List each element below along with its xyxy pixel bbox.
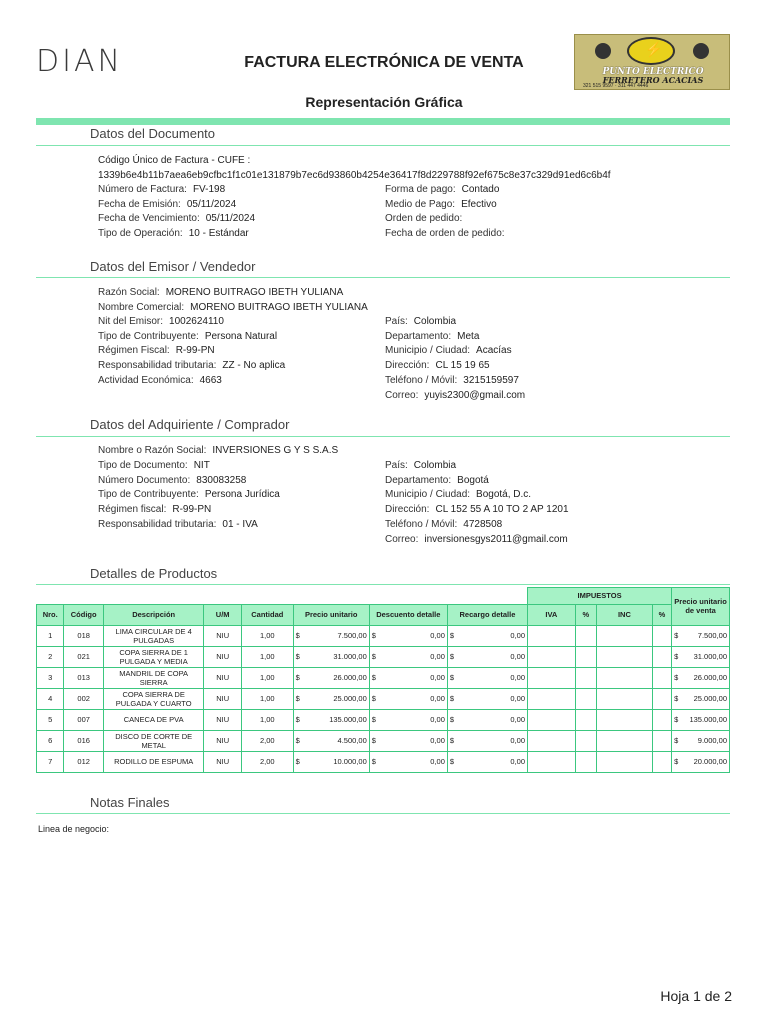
cell-empty bbox=[528, 646, 576, 667]
field-value: FV-198 bbox=[192, 184, 226, 195]
currency-symbol: $ bbox=[371, 652, 376, 661]
cell-empty bbox=[528, 688, 576, 709]
field-value: Bogotá bbox=[457, 474, 489, 486]
field-label: Fecha de Vencimiento: bbox=[98, 213, 200, 225]
logo-line-1: PUNTO ELECTRICO bbox=[602, 67, 704, 77]
cell-desc: CANECA DE PVA bbox=[103, 709, 203, 730]
field-value: 1002624110 bbox=[169, 316, 224, 327]
table-row bbox=[37, 688, 730, 709]
cell-venta bbox=[672, 730, 730, 751]
header-recargo: Recargo detalle bbox=[447, 604, 527, 625]
field-value: CL 15 19 65 bbox=[435, 360, 490, 372]
table-row bbox=[37, 730, 730, 751]
field-value: Meta bbox=[457, 330, 480, 342]
cell-venta bbox=[672, 625, 730, 646]
table-row bbox=[37, 646, 730, 667]
field-value: Efectivo bbox=[461, 198, 497, 210]
plug-icon bbox=[595, 43, 611, 59]
field-value: NIT bbox=[193, 460, 210, 471]
field-row bbox=[385, 504, 569, 515]
cell-empty bbox=[652, 667, 671, 688]
header-divider bbox=[36, 118, 730, 125]
cell-nro: 3 bbox=[37, 667, 64, 688]
field-label: Departamento: bbox=[385, 330, 452, 342]
field-row bbox=[98, 331, 277, 342]
currency-symbol: $ bbox=[295, 652, 300, 661]
cell-empty bbox=[597, 667, 653, 688]
field-value: MORENO BUITRAGO IBETH YULIANA bbox=[165, 287, 344, 298]
currency-symbol: $ bbox=[371, 631, 376, 640]
cell-recargo bbox=[447, 709, 527, 730]
field-value: Colombia bbox=[413, 316, 457, 327]
cell-cant: 2,00 bbox=[241, 730, 293, 751]
cell-desc: COPA SIERRA DE 1 PULGADA Y MEDIA bbox=[103, 646, 203, 667]
cell-empty bbox=[575, 625, 596, 646]
cell-recargo bbox=[447, 667, 527, 688]
field-label: Municipio / Ciudad: bbox=[385, 489, 471, 501]
field-row bbox=[98, 445, 338, 456]
field-label: Régimen Fiscal: bbox=[98, 345, 170, 357]
field-label: Fecha de orden de pedido: bbox=[385, 228, 505, 240]
currency-symbol: $ bbox=[371, 694, 376, 703]
field-value: ZZ - No aplica bbox=[222, 360, 286, 372]
dian-logo: DIAN bbox=[36, 44, 123, 79]
page-title: FACTURA ELECTRÓNICA DE VENTA bbox=[244, 54, 524, 71]
field-value: R-99-PN bbox=[172, 504, 212, 516]
cell-desc: MANDRIL DE COPA SIERRA bbox=[103, 667, 203, 688]
currency-symbol: $ bbox=[371, 715, 376, 724]
cell-amount: 10.000,00 bbox=[333, 757, 367, 766]
header-iva: IVA bbox=[528, 604, 576, 625]
field-row bbox=[385, 460, 456, 471]
cell-precio bbox=[293, 751, 369, 772]
cell-empty bbox=[597, 646, 653, 667]
field-row bbox=[98, 184, 225, 195]
cell-codigo: 002 bbox=[64, 688, 104, 709]
cell-empty bbox=[575, 751, 596, 772]
cell-recargo bbox=[447, 688, 527, 709]
cell-desc_det bbox=[369, 667, 447, 688]
field-value: 4728508 bbox=[463, 518, 503, 530]
currency-symbol: $ bbox=[674, 652, 679, 661]
field-row bbox=[98, 287, 343, 298]
cell-amount: 0,00 bbox=[430, 631, 445, 640]
field-label: Número Documento: bbox=[98, 474, 191, 486]
header-descuento: Descuento detalle bbox=[369, 604, 447, 625]
field-value: R-99-PN bbox=[175, 345, 215, 357]
header-precio-venta: Precio unitario de venta bbox=[672, 588, 730, 626]
field-row bbox=[98, 199, 236, 210]
section-divider bbox=[36, 145, 730, 146]
cell-empty bbox=[528, 730, 576, 751]
cell-empty bbox=[652, 709, 671, 730]
cell-amount: 0,00 bbox=[430, 757, 445, 766]
cell-amount: 0,00 bbox=[430, 673, 445, 682]
cell-amount: 26.000,00 bbox=[333, 673, 367, 682]
field-row bbox=[385, 184, 499, 195]
cell-empty bbox=[597, 688, 653, 709]
field-value: CL 152 55 A 10 TO 2 AP 1201 bbox=[435, 504, 569, 516]
cell-desc_det bbox=[369, 625, 447, 646]
currency-symbol: $ bbox=[674, 631, 679, 640]
cell-desc: COPA SIERRA DE PULGADA Y CUARTO bbox=[103, 688, 203, 709]
cell-nro: 7 bbox=[37, 751, 64, 772]
cell-cant: 1,00 bbox=[241, 625, 293, 646]
header-inc: INC bbox=[597, 604, 653, 625]
cell-empty bbox=[575, 667, 596, 688]
field-label: Teléfono / Móvil: bbox=[385, 518, 458, 530]
lightning-icon: ⚡ bbox=[645, 41, 663, 57]
currency-symbol: $ bbox=[295, 715, 300, 724]
field-label: Orden de pedido: bbox=[385, 213, 463, 225]
plug-icon bbox=[693, 43, 709, 59]
field-label: Dirección: bbox=[385, 360, 430, 372]
header-impuestos: IMPUESTOS bbox=[528, 588, 672, 605]
page-subtitle: Representación Gráfica bbox=[305, 94, 463, 110]
company-logo bbox=[574, 34, 730, 90]
cell-recargo bbox=[447, 625, 527, 646]
field-row bbox=[385, 360, 490, 371]
header-precio-unitario: Precio unitario bbox=[293, 604, 369, 625]
header-cantidad: Cantidad bbox=[241, 604, 293, 625]
cufe-value: 1339b6e4b11b7aea6eb9cfbc1f1c01e131879b7ec6d93860b4254e36417f8d229788f92ef675c8e37c329d91ed6c6b4f bbox=[98, 170, 611, 181]
currency-symbol: $ bbox=[295, 736, 300, 745]
cell-empty bbox=[528, 667, 576, 688]
cell-precio bbox=[293, 688, 369, 709]
cell-venta bbox=[672, 709, 730, 730]
cell-amount: 4.500,00 bbox=[337, 736, 367, 745]
section-divider bbox=[36, 813, 730, 814]
field-label: Municipio / Ciudad: bbox=[385, 345, 471, 357]
cell-codigo: 012 bbox=[64, 751, 104, 772]
field-row bbox=[385, 199, 497, 210]
cell-um: NIU bbox=[204, 646, 242, 667]
cell-empty bbox=[597, 625, 653, 646]
table-row bbox=[37, 625, 730, 646]
cell-empty bbox=[575, 646, 596, 667]
linea-negocio: Linea de negocio: bbox=[38, 824, 110, 834]
cufe-label: Código Único de Factura - CUFE : bbox=[98, 155, 251, 166]
cell-amount: 0,00 bbox=[430, 694, 445, 703]
currency-symbol: $ bbox=[674, 757, 679, 766]
cell-empty bbox=[652, 646, 671, 667]
cell-desc_det bbox=[369, 688, 447, 709]
section-divider bbox=[36, 584, 730, 585]
logo-line-2: FERRETERO ACACIAS bbox=[602, 75, 704, 85]
cell-venta bbox=[672, 646, 730, 667]
field-value: Bogotá, D.c. bbox=[476, 489, 532, 501]
cell-empty bbox=[652, 751, 671, 772]
cell-desc: DISCO DE CORTE DE METAL bbox=[103, 730, 203, 751]
cell-amount: 0,00 bbox=[430, 652, 445, 661]
section-divider bbox=[36, 436, 730, 437]
field-row bbox=[98, 475, 246, 486]
currency-symbol: $ bbox=[674, 715, 679, 724]
currency-symbol: $ bbox=[449, 652, 455, 661]
cell-recargo bbox=[447, 646, 527, 667]
cell-empty bbox=[652, 625, 671, 646]
section-divider bbox=[36, 277, 730, 278]
cell-amount: 25.000,00 bbox=[693, 694, 727, 703]
field-value: INVERSIONES G Y S S.A.S bbox=[212, 445, 339, 456]
currency-symbol: $ bbox=[674, 694, 679, 703]
header-codigo: Código bbox=[64, 604, 104, 625]
field-row bbox=[385, 489, 531, 500]
currency-symbol: $ bbox=[371, 757, 376, 766]
cell-desc_det bbox=[369, 646, 447, 667]
field-row bbox=[385, 375, 519, 386]
cell-amount: 31.000,00 bbox=[333, 652, 367, 661]
cell-amount: 31.000,00 bbox=[693, 652, 727, 661]
field-value: Colombia bbox=[413, 460, 457, 471]
currency-symbol: $ bbox=[371, 736, 376, 745]
cell-um: NIU bbox=[204, 667, 242, 688]
cell-amount: 0,00 bbox=[510, 715, 526, 724]
currency-symbol: $ bbox=[449, 631, 455, 640]
section-title-documento: Datos del Documento bbox=[90, 126, 216, 141]
cell-cant: 1,00 bbox=[241, 646, 293, 667]
cell-um: NIU bbox=[204, 688, 242, 709]
currency-symbol: $ bbox=[295, 757, 300, 766]
field-label: Responsabilidad tributaria: bbox=[98, 518, 217, 530]
field-label: Departamento: bbox=[385, 474, 452, 486]
field-row bbox=[385, 316, 456, 327]
cell-um: NIU bbox=[204, 751, 242, 772]
cell-um: NIU bbox=[204, 730, 242, 751]
field-label: Tipo de Operación: bbox=[98, 228, 183, 240]
cell-recargo bbox=[447, 751, 527, 772]
header-descripcion: Descripción bbox=[103, 604, 203, 625]
cell-amount: 135.000,00 bbox=[689, 715, 727, 724]
field-label: Correo: bbox=[385, 389, 419, 401]
cell-nro: 5 bbox=[37, 709, 64, 730]
field-row bbox=[98, 519, 258, 530]
cell-amount: 0,00 bbox=[510, 673, 526, 682]
field-value: Persona Jurídica bbox=[204, 489, 280, 501]
cell-amount: 25.000,00 bbox=[333, 694, 367, 703]
field-value: Acacías bbox=[476, 345, 512, 357]
field-row bbox=[385, 345, 512, 356]
field-row bbox=[385, 519, 502, 530]
currency-symbol: $ bbox=[449, 673, 455, 682]
cell-desc_det bbox=[369, 730, 447, 751]
cell-amount: 0,00 bbox=[510, 652, 526, 661]
field-row bbox=[98, 302, 368, 313]
header-inc-pct: % bbox=[652, 604, 671, 625]
field-row bbox=[98, 460, 210, 471]
cell-cant: 1,00 bbox=[241, 709, 293, 730]
field-row bbox=[98, 213, 255, 224]
field-row bbox=[385, 331, 479, 342]
cell-empty bbox=[597, 730, 653, 751]
currency-symbol: $ bbox=[449, 736, 455, 745]
section-title-notas: Notas Finales bbox=[90, 795, 170, 810]
currency-symbol: $ bbox=[295, 673, 300, 682]
currency-symbol: $ bbox=[371, 673, 376, 682]
field-row bbox=[98, 316, 224, 327]
field-label: Actividad Económica: bbox=[98, 374, 194, 386]
field-row bbox=[98, 375, 222, 386]
cell-venta bbox=[672, 688, 730, 709]
field-value: Persona Natural bbox=[204, 330, 278, 342]
field-label: Tipo de Contribuyente: bbox=[98, 489, 199, 501]
field-row bbox=[98, 228, 249, 239]
cell-cant: 2,00 bbox=[241, 751, 293, 772]
field-value: 10 - Estándar bbox=[188, 228, 249, 240]
cell-empty bbox=[575, 688, 596, 709]
field-label: País: bbox=[385, 460, 408, 471]
field-label: Razón Social: bbox=[98, 287, 160, 298]
field-label: Forma de pago: bbox=[385, 184, 456, 195]
cell-empty bbox=[528, 625, 576, 646]
cell-amount: 0,00 bbox=[510, 736, 526, 745]
cell-empty bbox=[652, 730, 671, 751]
currency-symbol: $ bbox=[674, 736, 679, 745]
field-label: Correo: bbox=[385, 533, 419, 545]
cell-empty bbox=[575, 709, 596, 730]
field-value: inversionesgys2011@gmail.com bbox=[424, 533, 568, 545]
cell-amount: 0,00 bbox=[510, 631, 526, 640]
cell-amount: 135.000,00 bbox=[329, 715, 367, 724]
cell-empty bbox=[528, 751, 576, 772]
cell-nro: 1 bbox=[37, 625, 64, 646]
field-label: País: bbox=[385, 316, 408, 327]
field-value: yuyis2300@gmail.com bbox=[424, 389, 526, 401]
field-label: Tipo de Documento: bbox=[98, 460, 188, 471]
field-label: Teléfono / Móvil: bbox=[385, 374, 458, 386]
field-row bbox=[98, 345, 215, 356]
cell-desc_det bbox=[369, 751, 447, 772]
field-row bbox=[385, 475, 489, 486]
currency-symbol: $ bbox=[449, 757, 455, 766]
cell-cant: 1,00 bbox=[241, 688, 293, 709]
cell-precio bbox=[293, 667, 369, 688]
field-label: Nit del Emisor: bbox=[98, 316, 164, 327]
cell-desc_det bbox=[369, 709, 447, 730]
field-label: Régimen fiscal: bbox=[98, 504, 167, 516]
field-row bbox=[98, 504, 211, 515]
cell-amount: 20.000,00 bbox=[693, 757, 727, 766]
cell-venta bbox=[672, 667, 730, 688]
section-title-adquiriente: Datos del Adquiriente / Comprador bbox=[90, 417, 290, 432]
cell-codigo: 021 bbox=[64, 646, 104, 667]
field-row bbox=[385, 390, 525, 401]
cell-amount: 7.500,00 bbox=[337, 631, 367, 640]
cell-codigo: 007 bbox=[64, 709, 104, 730]
currency-symbol: $ bbox=[674, 673, 679, 682]
table-row bbox=[37, 709, 730, 730]
header-nro: Nro. bbox=[37, 604, 64, 625]
cell-empty bbox=[575, 730, 596, 751]
cell-recargo bbox=[447, 730, 527, 751]
currency-symbol: $ bbox=[449, 694, 455, 703]
cell-empty bbox=[528, 709, 576, 730]
cell-desc: RODILLO DE ESPUMA bbox=[103, 751, 203, 772]
cell-venta bbox=[672, 751, 730, 772]
table-row bbox=[37, 667, 730, 688]
section-title-productos: Detalles de Productos bbox=[90, 566, 218, 581]
field-label: Medio de Pago: bbox=[385, 198, 456, 210]
cell-codigo: 013 bbox=[64, 667, 104, 688]
logo-phones: 321 515 9597 · 311 447 4446 bbox=[583, 83, 649, 89]
cell-um: NIU bbox=[204, 625, 242, 646]
cell-amount: 0,00 bbox=[510, 757, 526, 766]
field-value: 05/11/2024 bbox=[205, 213, 256, 225]
currency-symbol: $ bbox=[295, 631, 300, 640]
field-label: Nombre Comercial: bbox=[98, 301, 185, 313]
cell-precio bbox=[293, 646, 369, 667]
field-label: Número de Factura: bbox=[98, 184, 187, 195]
field-label: Responsabilidad tributaria: bbox=[98, 360, 217, 372]
field-label: Fecha de Emisión: bbox=[98, 198, 181, 210]
cell-amount: 0,00 bbox=[430, 736, 445, 745]
header-um: U/M bbox=[204, 604, 242, 625]
field-row bbox=[98, 489, 280, 500]
field-value: MORENO BUITRAGO IBETH YULIANA bbox=[190, 301, 368, 313]
products-table bbox=[36, 587, 730, 773]
field-value: 3215159597 bbox=[463, 374, 519, 386]
cell-amount: 26.000,00 bbox=[693, 673, 727, 682]
currency-symbol: $ bbox=[449, 715, 455, 724]
page-number: Hoja 1 de 2 bbox=[660, 988, 732, 1004]
field-label: Tipo de Contribuyente: bbox=[98, 330, 199, 342]
cell-nro: 2 bbox=[37, 646, 64, 667]
field-row bbox=[385, 213, 468, 224]
field-row bbox=[385, 534, 568, 545]
field-value: 01 - IVA bbox=[222, 518, 258, 530]
header-iva-pct: % bbox=[575, 604, 596, 625]
cell-precio bbox=[293, 709, 369, 730]
cell-amount: 9.000,00 bbox=[697, 736, 727, 745]
cell-um: NIU bbox=[204, 709, 242, 730]
field-value: 05/11/2024 bbox=[186, 198, 237, 210]
cell-empty bbox=[652, 688, 671, 709]
section-title-emisor: Datos del Emisor / Vendedor bbox=[90, 259, 256, 274]
field-row bbox=[385, 228, 511, 239]
cell-nro: 4 bbox=[37, 688, 64, 709]
cell-desc: LIMA CIRCULAR DE 4 PULGADAS bbox=[103, 625, 203, 646]
cell-amount: 0,00 bbox=[430, 715, 445, 724]
cell-cant: 1,00 bbox=[241, 667, 293, 688]
cell-empty bbox=[597, 709, 653, 730]
table-row bbox=[37, 751, 730, 772]
cell-amount: 7.500,00 bbox=[697, 631, 727, 640]
field-value: Contado bbox=[461, 184, 500, 195]
cell-nro: 6 bbox=[37, 730, 64, 751]
field-value: 830083258 bbox=[196, 474, 247, 486]
currency-symbol: $ bbox=[295, 694, 300, 703]
field-label: Dirección: bbox=[385, 504, 430, 516]
field-label: Nombre o Razón Social: bbox=[98, 445, 207, 456]
cell-codigo: 016 bbox=[64, 730, 104, 751]
cell-precio bbox=[293, 730, 369, 751]
cell-amount: 0,00 bbox=[510, 694, 526, 703]
field-value: 4663 bbox=[199, 374, 222, 386]
cell-codigo: 018 bbox=[64, 625, 104, 646]
field-row bbox=[98, 360, 285, 371]
cell-empty bbox=[597, 751, 653, 772]
cell-precio bbox=[293, 625, 369, 646]
